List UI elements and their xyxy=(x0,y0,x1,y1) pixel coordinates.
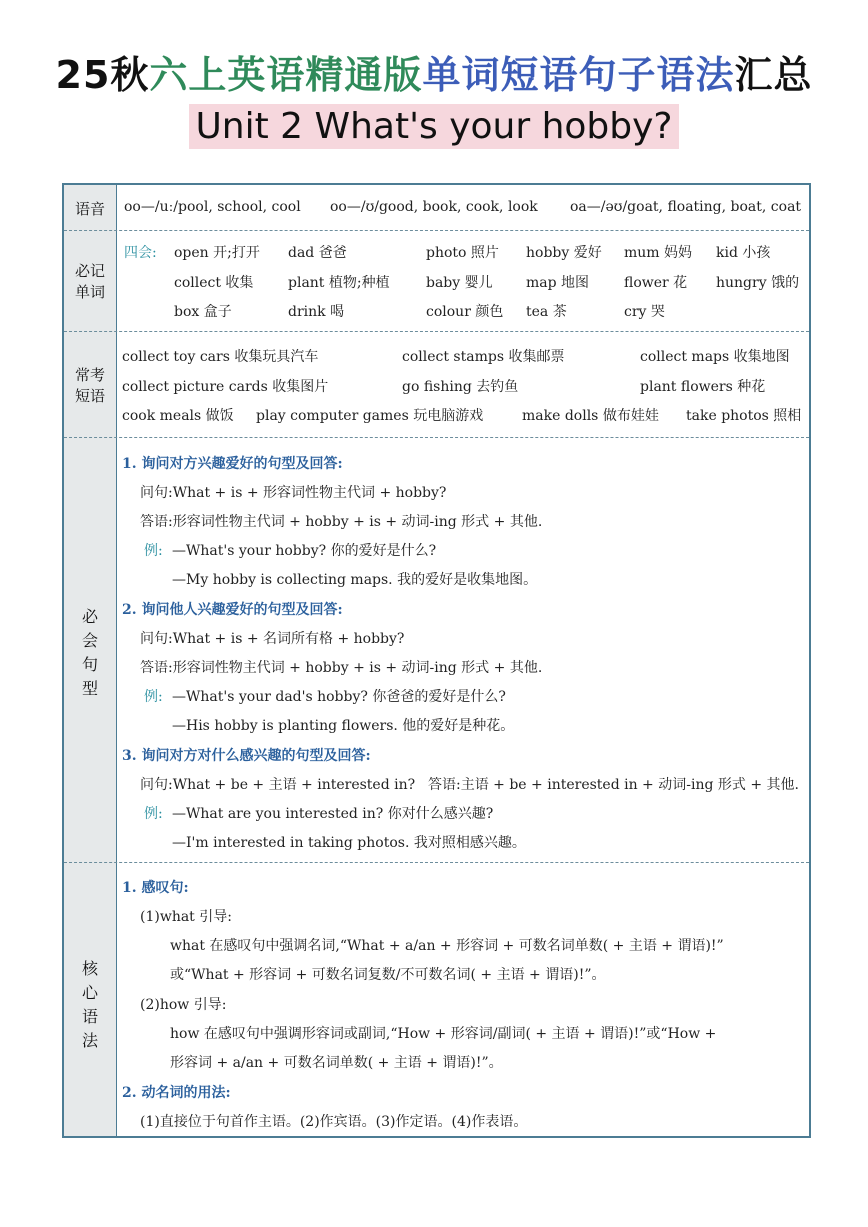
word-item: photo 照片 xyxy=(426,245,499,261)
sentences-label-char: 句 xyxy=(81,655,98,674)
example-line: —What's your hobby? 你的爱好是什么? xyxy=(172,543,437,559)
word-item: box 盒子 xyxy=(174,304,232,320)
phrase-item: plant flowers 种花 xyxy=(640,379,766,395)
sentence-question-pattern: 问句:What + be + 主语 + interested in? xyxy=(140,777,416,793)
words-label-line2: 单词 xyxy=(74,283,105,301)
word-item: drink 喝 xyxy=(288,304,345,320)
example-label: 例: xyxy=(144,543,163,559)
example-line: —I'm interested in taking photos. 我对照相感兴趣。 xyxy=(172,835,526,851)
title-grade-edition: 六上英语精通版 xyxy=(149,53,423,97)
phonics-item: oa—/əʊ/goat, floating, boat, coat xyxy=(570,199,802,215)
phrase-item: collect stamps 收集邮票 xyxy=(402,349,565,365)
words-prefix: 四会: xyxy=(124,245,157,261)
sentence-answer-pattern: 答语:主语 + be + interested in + 动词-ing 形式 + 其他. xyxy=(428,777,799,793)
row-divider xyxy=(64,437,809,438)
example-line: —What's your dad's hobby? 你爸爸的爱好是什么? xyxy=(172,689,506,705)
phonics-item: oo—/uː/pool, school, cool xyxy=(124,199,301,215)
phrase-item: collect toy cars 收集玩具汽车 xyxy=(122,349,319,365)
title-content: 单词短语句子语法 xyxy=(422,53,735,97)
grammar-text: 形容词 + a/an + 可数名词单数( + 主语 + 谓语)!”。 xyxy=(170,1055,503,1071)
row-divider xyxy=(64,331,809,332)
sentence-question-pattern: 问句:What + is + 形容词性物主代词 + hobby? xyxy=(140,485,447,501)
word-item: cry 哭 xyxy=(624,304,665,320)
sentence-heading: 2. 询问他人兴趣爱好的句型及回答: xyxy=(122,602,343,618)
title-season: 25秋 xyxy=(55,53,150,97)
example-line: —My hobby is collecting maps. 我的爱好是收集地图。 xyxy=(172,572,538,588)
row-divider xyxy=(64,862,809,863)
example-line: —His hobby is planting flowers. 他的爱好是种花。 xyxy=(172,718,515,734)
phrase-item: collect maps 收集地图 xyxy=(640,349,790,365)
sentence-heading: 3. 询问对方对什么感兴趣的句型及回答: xyxy=(122,748,371,764)
sentence-answer-pattern: 答语:形容词性物主代词 + hobby + is + 动词-ing 形式 + 其他. xyxy=(140,660,543,676)
grammar-heading: 2. 动名词的用法: xyxy=(122,1085,231,1101)
phrase-item: cook meals 做饭 xyxy=(122,408,234,424)
page-title xyxy=(0,44,868,99)
grammar-label-char: 法 xyxy=(81,1031,98,1050)
grammar-text: how 在感叹句中强调形容词或副词,“How + 形容词/副词( + 主语 + 谓语)!”或“How + xyxy=(170,1026,717,1042)
grammar-subheading: (2)how 引导: xyxy=(140,997,227,1013)
word-item: colour 颜色 xyxy=(426,304,504,320)
phrase-item: take photos 照相 xyxy=(686,408,802,424)
phrase-item: play computer games 玩电脑游戏 xyxy=(256,408,484,424)
phrase-item: collect picture cards 收集图片 xyxy=(122,379,329,395)
example-line: —What are you interested in? 你对什么感兴趣? xyxy=(172,806,494,822)
grammar-subheading: (1)what 引导: xyxy=(140,909,232,925)
word-item: baby 婴儿 xyxy=(426,275,493,291)
sentence-answer-pattern: 答语:形容词性物主代词 + hobby + is + 动词-ing 形式 + 其他. xyxy=(140,514,543,530)
grammar-text: (1)直接位于句首作主语。(2)作宾语。(3)作定语。(4)作表语。 xyxy=(140,1114,528,1130)
phonics-item: oo—/ʊ/good, book, cook, look xyxy=(330,199,538,215)
sentences-label-char: 会 xyxy=(81,631,98,650)
grammar-text: what 在感叹句中强调名词,“What + a/an + 形容词 + 可数名词单数( + 主语 + 谓语)!” xyxy=(170,938,724,954)
grammar-text: 或“What + 形容词 + 可数名词复数/不可数名词( + 主语 + 谓语)!”。 xyxy=(170,967,606,983)
sentences-label-char: 必 xyxy=(81,607,98,626)
grammar-heading: 1. 感叹句: xyxy=(122,880,189,896)
title-summary: 汇总 xyxy=(734,53,813,97)
grammar-label-char: 语 xyxy=(81,1007,98,1026)
words-label-line1: 必记 xyxy=(74,262,105,280)
phrases-label-line2: 短语 xyxy=(74,387,105,405)
phrases-label-line1: 常考 xyxy=(74,366,105,384)
word-item: collect 收集 xyxy=(174,275,254,291)
example-label: 例: xyxy=(144,689,163,705)
word-item: plant 植物;种植 xyxy=(288,275,390,291)
grammar-label-char: 核 xyxy=(81,959,98,978)
word-item: open 开;打开 xyxy=(174,245,260,261)
sentence-heading: 1. 询问对方兴趣爱好的句型及回答: xyxy=(122,456,343,472)
word-item: dad 爸爸 xyxy=(288,245,347,261)
phrase-item: make dolls 做布娃娃 xyxy=(522,408,659,424)
word-item: mum 妈妈 xyxy=(624,245,693,261)
summary-table xyxy=(62,183,811,1138)
phonics-label: 语音 xyxy=(74,200,105,218)
example-label: 例: xyxy=(144,806,163,822)
unit-subtitle: Unit 2 What's your hobby? xyxy=(189,104,678,149)
word-item: hobby 爱好 xyxy=(526,245,602,261)
sentence-question-pattern: 问句:What + is + 名词所有格 + hobby? xyxy=(140,631,405,647)
grammar-label-char: 心 xyxy=(81,983,98,1002)
word-item: flower 花 xyxy=(624,275,688,291)
row-divider xyxy=(64,230,809,231)
phrase-item: go fishing 去钓鱼 xyxy=(402,379,519,395)
word-item: tea 茶 xyxy=(526,304,567,320)
word-item: map 地图 xyxy=(526,275,590,291)
subtitle-wrap xyxy=(0,104,868,149)
sentences-label-char: 型 xyxy=(81,679,98,698)
word-item: hungry 饿的 xyxy=(716,275,800,291)
word-item: kid 小孩 xyxy=(716,245,771,261)
